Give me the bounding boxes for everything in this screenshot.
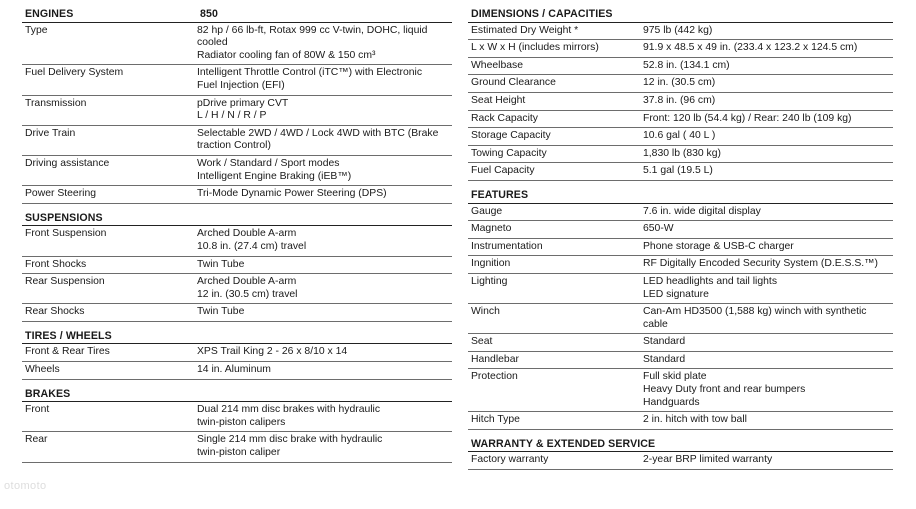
- spec-value: [643, 454, 893, 467]
- spec-value: [197, 364, 452, 377]
- spec-label: Front & Rear Tires: [25, 346, 110, 358]
- spec-label: Drive Train: [25, 127, 76, 139]
- spec-value-line: RF Digitally Encoded Security System (D.E.S.S.™): [643, 258, 879, 270]
- spec-label: Ground Clearance: [471, 77, 556, 89]
- spec-row-front: [22, 402, 452, 432]
- spec-label: Seat: [471, 336, 493, 348]
- spec-value: [197, 404, 452, 429]
- model-column-heading: 850: [200, 8, 218, 20]
- spec-value-line: Dual 214 mm disc brakes with hydraulic: [197, 404, 381, 416]
- spec-value: [643, 276, 893, 301]
- spec-row-front-shocks: [22, 257, 452, 275]
- spec-value: [643, 25, 893, 38]
- spec-row-l-x-w-x-h-includes-mirrors: [468, 40, 893, 58]
- section-title: BRAKES: [25, 387, 71, 400]
- spec-label: Rack Capacity: [471, 112, 538, 124]
- spec-row-hitch-type: [468, 412, 893, 430]
- spec-label: Transmission: [25, 97, 87, 109]
- spec-value-line: Single 214 mm disc brake with hydraulic: [197, 434, 383, 446]
- spec-value-line: twin-piston caliper: [197, 447, 281, 459]
- spec-label: Driving assistance: [25, 157, 110, 169]
- spec-value-line: 12 in. (30.5 cm): [643, 77, 716, 89]
- spec-label: Estimated Dry Weight *: [471, 24, 579, 36]
- spec-value-line: 10.8 in. (27.4 cm) travel: [197, 240, 307, 252]
- section-title: WARRANTY & EXTENDED SERVICE: [471, 437, 656, 450]
- section-title: SUSPENSIONS: [25, 211, 103, 224]
- spec-value: [643, 77, 893, 90]
- spec-value: [197, 276, 452, 301]
- spec-label: Fuel Delivery System: [25, 67, 124, 79]
- spec-label: Front: [25, 404, 50, 416]
- spec-value: [643, 95, 893, 108]
- spec-value-line: Standard: [643, 336, 686, 348]
- spec-row-ground-clearance: [468, 75, 893, 93]
- spec-label: Rear Suspension: [25, 276, 105, 288]
- spec-value: [197, 188, 452, 201]
- spec-value-line: Radiator cooling fan of 80W & 150 cm³: [197, 49, 376, 61]
- spec-row-transmission: [22, 96, 452, 126]
- spec-label: Rear Shocks: [25, 306, 85, 318]
- right-column: [468, 0, 893, 470]
- spec-value-line: Arched Double A-arm: [197, 228, 297, 240]
- spec-value-line: Heavy Duty front and rear bumpers: [643, 384, 806, 396]
- spec-row-fuel-capacity: [468, 163, 893, 181]
- spec-row-fuel-delivery-system: [22, 65, 452, 95]
- spec-value: [643, 148, 893, 161]
- spec-row-wheelbase: [468, 58, 893, 76]
- spec-value-line: Twin Tube: [197, 306, 245, 318]
- spec-value-line: traction Control): [197, 140, 271, 152]
- section-heading: [22, 204, 452, 227]
- spec-value: [197, 128, 452, 153]
- spec-value-line: 82 hp / 66 lb-ft, Rotax 999 cc V-twin, DOHC, liquid: [197, 24, 428, 36]
- spec-value-line: 91.9 x 48.5 x 49 in. (233.4 x 123.2 x 124.5 cm): [643, 42, 858, 54]
- section-heading: [468, 430, 893, 453]
- spec-row-rack-capacity: [468, 111, 893, 129]
- spec-label: Factory warranty: [471, 454, 549, 466]
- spec-row-type: [22, 23, 452, 66]
- section-suspensions: [22, 204, 452, 322]
- spec-value-line: Tri-Mode Dynamic Power Steering (DPS): [197, 188, 387, 200]
- section-title: FEATURES: [471, 188, 529, 201]
- spec-value: [643, 306, 893, 331]
- spec-row-rear: [22, 432, 452, 462]
- section-dimensions-capacities: [468, 0, 893, 181]
- spec-value: [643, 206, 893, 219]
- section-heading: [22, 322, 452, 345]
- spec-row-gauge: [468, 204, 893, 222]
- spec-value: [197, 98, 452, 123]
- section-title: ENGINES: [25, 8, 74, 20]
- spec-value-line: XPS Trail King 2 - 26 x 8/10 x 14: [197, 346, 348, 358]
- spec-value-line: 975 lb (442 kg): [643, 24, 713, 36]
- section-heading: [468, 0, 893, 23]
- spec-value: [643, 165, 893, 178]
- section-heading: [22, 0, 452, 23]
- section-engines: [22, 0, 452, 204]
- spec-value-line: 12 in. (30.5 cm) travel: [197, 288, 298, 300]
- spec-value-line: LED signature: [643, 288, 709, 300]
- spec-value-line: 2 in. hitch with tow ball: [643, 414, 747, 426]
- spec-value-line: 650-W: [643, 223, 674, 235]
- spec-value-line: Front: 120 lb (54.4 kg) / Rear: 240 lb (109 kg): [643, 112, 852, 124]
- spec-label: Front Shocks: [25, 258, 87, 270]
- spec-label: Handlebar: [471, 353, 519, 365]
- section-heading: [468, 181, 893, 204]
- spec-value: [643, 113, 893, 126]
- spec-value-line: Selectable 2WD / 4WD / Lock 4WD with BTC (Brake: [197, 127, 439, 139]
- spec-value: [197, 259, 452, 272]
- section-tires-wheels: [22, 322, 452, 380]
- section-warranty-extended-service: [468, 430, 893, 470]
- section-title: DIMENSIONS / CAPACITIES: [471, 8, 613, 20]
- spec-value-line: 5.1 gal (19.5 L): [643, 165, 713, 177]
- spec-label: Power Steering: [25, 188, 97, 200]
- spec-value-line: 14 in. Aluminum: [197, 364, 271, 376]
- spec-value: [643, 60, 893, 73]
- section-title: TIRES / WHEELS: [25, 329, 112, 342]
- spec-row-power-steering: [22, 186, 452, 204]
- spec-label: Magneto: [471, 223, 512, 235]
- spec-label: Ingnition: [471, 258, 511, 270]
- spec-value-line: L / H / N / R / P: [197, 110, 267, 122]
- spec-label: Winch: [471, 306, 500, 318]
- spec-value: [643, 258, 893, 271]
- spec-value: [197, 306, 452, 319]
- spec-value-line: 2-year BRP limited warranty: [643, 454, 773, 466]
- spec-value-line: 1,830 lb (830 kg): [643, 147, 721, 159]
- spec-value: [197, 67, 452, 92]
- spec-row-rear-shocks: [22, 304, 452, 322]
- spec-label: Rear: [25, 434, 48, 446]
- watermark: otomoto: [4, 480, 47, 493]
- spec-value-line: LED headlights and tail lights: [643, 275, 778, 287]
- section-brakes: [22, 380, 452, 463]
- spec-value-line: 52.8 in. (134.1 cm): [643, 59, 730, 71]
- spec-row-magneto: [468, 221, 893, 239]
- spec-row-handlebar: [468, 352, 893, 370]
- spec-value: [197, 434, 452, 459]
- spec-value-line: Phone storage & USB-C charger: [643, 240, 794, 252]
- spec-row-winch: [468, 304, 893, 334]
- spec-label: Type: [25, 24, 48, 36]
- spec-row-protection: [468, 369, 893, 412]
- spec-value-line: Intelligent Engine Braking (iEB™): [197, 170, 352, 182]
- spec-row-factory-warranty: [468, 452, 893, 470]
- section-features: [468, 181, 893, 430]
- spec-row-seat-height: [468, 93, 893, 111]
- spec-value: [643, 42, 893, 55]
- spec-value-line: twin-piston calipers: [197, 416, 286, 428]
- spec-value: [197, 158, 452, 183]
- spec-row-towing-capacity: [468, 146, 893, 164]
- spec-row-storage-capacity: [468, 128, 893, 146]
- spec-value: [643, 336, 893, 349]
- spec-label: Wheels: [25, 364, 60, 376]
- left-column: [22, 0, 452, 463]
- spec-label: Lighting: [471, 275, 508, 287]
- spec-row-wheels: [22, 362, 452, 380]
- spec-label: Fuel Capacity: [471, 165, 535, 177]
- spec-label: Towing Capacity: [471, 147, 547, 159]
- spec-value-line: 10.6 gal ( 40 L ): [643, 130, 716, 142]
- spec-value-line: 7.6 in. wide digital display: [643, 205, 761, 217]
- spec-value: [643, 371, 893, 409]
- spec-value-line: Intelligent Throttle Control (iTC™) with Electronic: [197, 67, 423, 79]
- spec-label: Instrumentation: [471, 240, 543, 252]
- spec-row-front-suspension: [22, 226, 452, 256]
- spec-label: L x W x H (includes mirrors): [471, 42, 599, 54]
- spec-row-ingnition: [468, 256, 893, 274]
- spec-label: Protection: [471, 371, 518, 383]
- spec-value-line: pDrive primary CVT: [197, 97, 289, 109]
- spec-value: [197, 346, 452, 359]
- spec-label: Gauge: [471, 205, 503, 217]
- spec-value: [643, 130, 893, 143]
- spec-value-line: Fuel Injection (EFI): [197, 79, 285, 91]
- spec-value: [643, 354, 893, 367]
- spec-row-front-rear-tires: [22, 344, 452, 362]
- spec-value: [643, 241, 893, 254]
- spec-row-instrumentation: [468, 239, 893, 257]
- spec-label: Seat Height: [471, 94, 526, 106]
- spec-label: Wheelbase: [471, 59, 523, 71]
- spec-value: [643, 414, 893, 427]
- spec-row-driving-assistance: [22, 156, 452, 186]
- spec-row-rear-suspension: [22, 274, 452, 304]
- spec-value: [643, 223, 893, 236]
- spec-value-line: cooled: [197, 37, 228, 49]
- spec-value: [197, 25, 452, 63]
- spec-row-drive-train: [22, 126, 452, 156]
- spec-value-line: Full skid plate: [643, 371, 707, 383]
- spec-value-line: Standard: [643, 353, 686, 365]
- spec-row-lighting: [468, 274, 893, 304]
- spec-row-seat: [468, 334, 893, 352]
- spec-row-estimated-dry-weight: [468, 23, 893, 41]
- spec-value-line: Handguards: [643, 396, 700, 408]
- spec-label: Hitch Type: [471, 414, 520, 426]
- section-heading: [22, 380, 452, 403]
- spec-value-line: 37.8 in. (96 cm): [643, 94, 716, 106]
- spec-value: [197, 228, 452, 253]
- spec-value-line: Twin Tube: [197, 258, 245, 270]
- spec-label: Front Suspension: [25, 228, 107, 240]
- spec-value-line: Arched Double A-arm: [197, 276, 297, 288]
- spec-value-line: Can-Am HD3500 (1,588 kg) winch with synthetic: [643, 306, 867, 318]
- spec-value-line: cable: [643, 318, 668, 330]
- spec-label: Storage Capacity: [471, 130, 551, 142]
- spec-value-line: Work / Standard / Sport modes: [197, 157, 340, 169]
